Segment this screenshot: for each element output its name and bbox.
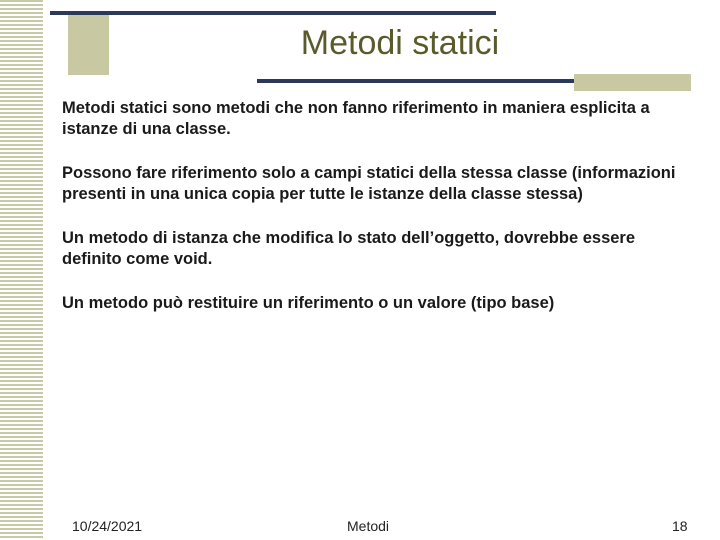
paragraph-3: Un metodo di istanza che modifica lo stato dell’oggetto, dovrebbe essere definito come void. [62,229,636,268]
paragraph-2: Possono fare riferimento solo a campi statici della stessa classe (informazioni presenti in una unica copia per tutte le istanze della classe stessa) [62,164,676,203]
title-rule-top [50,11,496,15]
footer-page-number: 18 [672,518,688,534]
paragraph-4: Un metodo può restituire un riferimento o un valore (tipo base) [62,294,555,312]
slide-content [62,98,692,337]
footer-title: Metodi [347,518,390,534]
paragraph-1: Metodi statici sono metodi che non fanno riferimento in maniera esplicita a istanze di una classe. [62,99,650,138]
decorative-title-block [68,14,109,75]
footer-date: 10/24/2021 [72,518,143,534]
decorative-corner-block [574,74,691,91]
slide-title: Metodi statici [300,24,500,62]
decorative-stripe-bar [0,0,43,540]
